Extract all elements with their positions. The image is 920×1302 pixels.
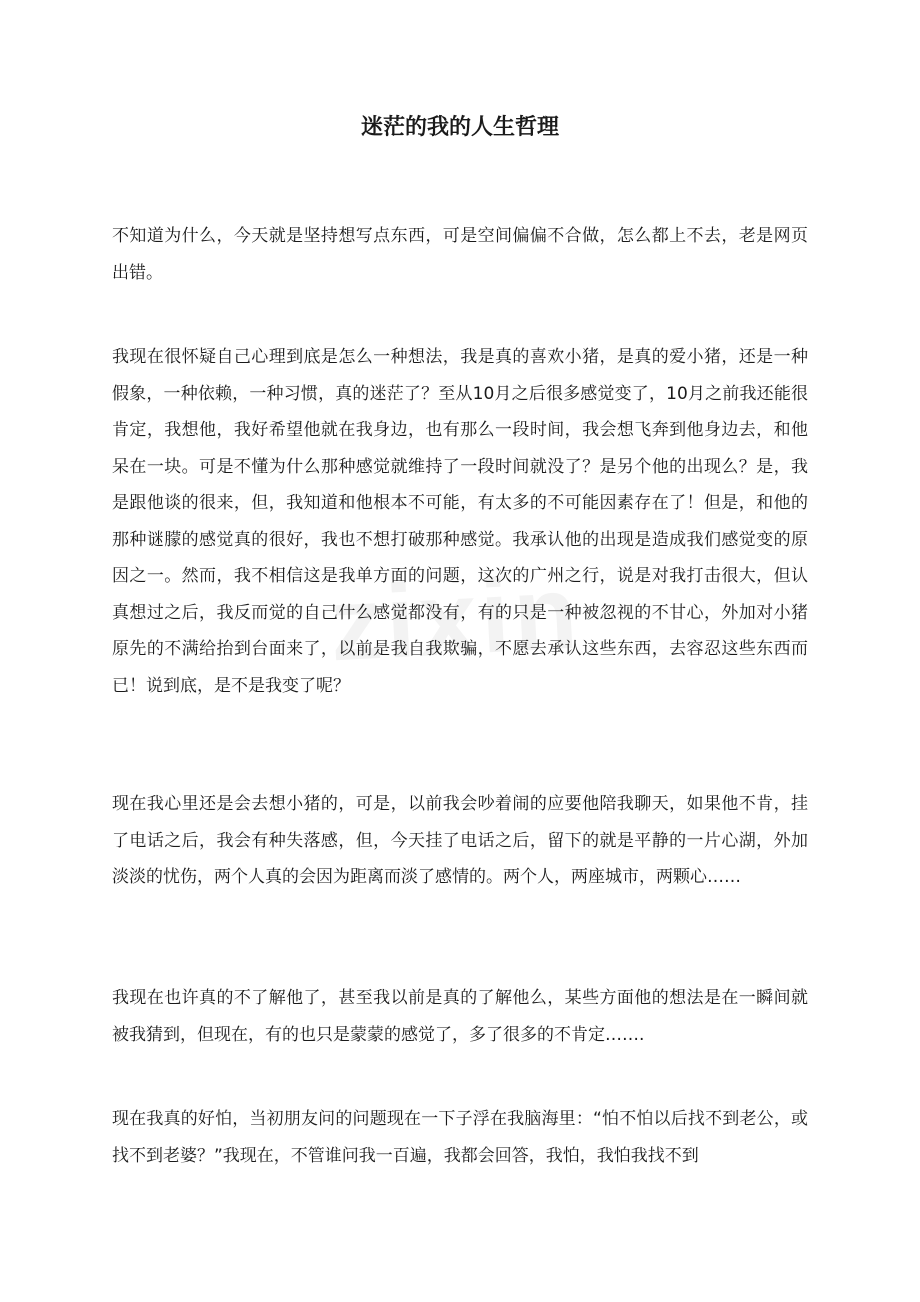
paragraph-5: 现在我真的好怕，当初朋友问的问题现在一下子浮在我脑海里：“怕不怕以后找不到老公，或找不到老婆？”我现在，不管谁问我一百遍，我都会回答，我怕，我怕我找不到 — [112, 1109, 808, 1166]
document-title: 迷茫的我的人生哲理 — [360, 115, 559, 140]
paragraph-1: 不知道为什么，今天就是坚持想写点东西，可是空间偏偏不合做，怎么都上不去，老是网页出错。 — [112, 226, 808, 283]
paragraph-2: 我现在很怀疑自己心理到底是怎么一种想法，我是真的喜欢小猪，是真的爱小猪，还是一种假象，一种依赖，一种习惯，真的迷茫了？至从10月之后很多感觉变了，10月之前我还能很肯定，我想他，我好希望他就在我身边，也有那么一段时间，我会想飞奔到他身边去，和他呆在一块。可是不懂为什么那种感觉就维持了一段时间就没了？是另个他的出现么？是，我是跟他谈的很来，但，我知道和他根本不可能，有太多的不可能因素存在了！但是，和他的那种谜朦的感觉真的很好，我也不想打破那种感觉。我承认他的出现是造成我们感觉变的原因之一。然而，我不相信这是我单方面的问题，这次的广州之行，说是对我打击很大，但认真想过之后，我反而觉的自己什么感觉都没有，有的只是一种被忽视的不甘心，外加对小猪原先的不满给抬到台面来了，以前是我自我欺骗，不愿去承认这些东西，去容忍这些东西而已！说到底，是不是我变了呢？ — [112, 347, 808, 696]
paragraph-3: 现在我心里还是会去想小猪的，可是，以前我会吵着闹的应要他陪我聊天，如果他不肯，挂了电话之后，我会有种失落感，但，今天挂了电话之后，留下的就是平静的一片心湖，外加淡淡的忧伤，两个人真的会因为距离而淡了感情的。两个人，两座城市，两颗心…… — [112, 794, 808, 887]
paragraph-4: 我现在也许真的不了解他了，甚至我以前是真的了解他么，某些方面他的想法是在一瞬间就被我猜到，但现在，有的也只是蒙蒙的感觉了，多了很多的不肯定……. — [112, 988, 808, 1045]
